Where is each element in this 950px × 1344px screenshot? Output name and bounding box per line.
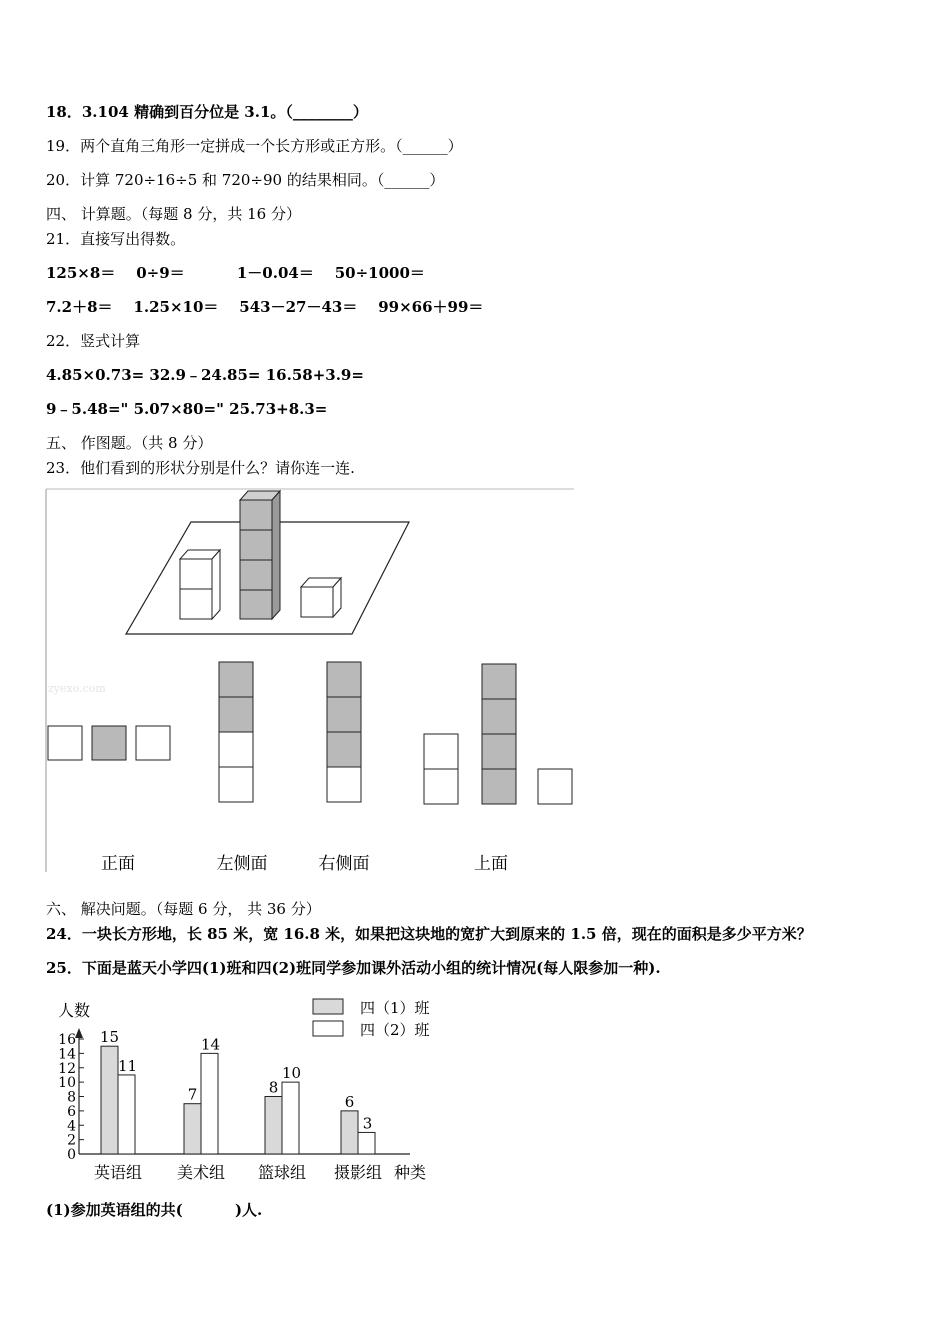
y-tick-label: 12 xyxy=(58,1060,76,1077)
y-tick-label: 6 xyxy=(67,1103,76,1120)
y-axis-arrow xyxy=(75,1028,83,1038)
bar-value-label: 15 xyxy=(99,1028,120,1047)
category-label: 摄影组 xyxy=(333,1163,383,1182)
question-18: 18．3.104 精确到百分位是 3.1。（________） xyxy=(46,103,368,121)
question-25: 25．下面是蓝天小学四(1)班和四(2)班同学参加课外活动小组的统计情况(每人限参加一种). xyxy=(46,959,661,977)
y-tick-label: 8 xyxy=(67,1089,76,1106)
question-21-row-1: 125×8＝ 0÷9＝ 1－0.04＝ 50÷1000＝ xyxy=(46,264,425,282)
bar xyxy=(358,1132,375,1154)
question-22-row-2: 9﹣5.48=" 5.07×80=" 25.73+8.3= xyxy=(46,400,328,418)
section-5-heading: 五、 作图题。（共 8 分） xyxy=(46,434,213,452)
activity-bar-chart xyxy=(40,990,460,1190)
left-stack-cubes xyxy=(180,550,220,619)
right-single-cube xyxy=(301,578,341,617)
view-right-side-shape xyxy=(327,662,361,802)
y-tick-label: 16 xyxy=(58,1032,76,1048)
bar xyxy=(282,1082,299,1154)
y-tick-label: 2 xyxy=(67,1132,76,1149)
question-21-row-2: 7.2＋8＝ 1.25×10＝ 543－27－43＝ 99×66＋99＝ xyxy=(46,298,484,316)
question-24: 24．一块长方形地，长 85 米，宽 16.8 米，如果把这块地的宽扩大到原来的 1.5 倍，现在的面积是多少平方米？ xyxy=(46,925,812,943)
bar-value-label: 8 xyxy=(268,1078,279,1097)
section-6-heading: 六、 解决问题。（每题 6 分， 共 36 分） xyxy=(46,900,321,918)
legend-label: 四（2）班 xyxy=(360,1021,430,1039)
legend-label: 四（1）班 xyxy=(360,999,430,1017)
watermark: zyexo.com xyxy=(48,682,106,695)
legend-swatch xyxy=(313,999,343,1014)
category-label: 美术组 xyxy=(176,1163,226,1182)
bar-value-label: 14 xyxy=(200,1035,221,1054)
question-22-row-1: 4.85×0.73= 32.9﹣24.85= 16.58+3.9= xyxy=(46,366,364,384)
bar-value-label: 11 xyxy=(117,1056,138,1075)
bar xyxy=(265,1097,282,1155)
legend-swatch xyxy=(313,1021,343,1036)
category-label: 英语组 xyxy=(93,1163,143,1182)
label-top-view: 上面 xyxy=(474,854,508,874)
figure-23 xyxy=(40,486,580,876)
y-tick-label: 14 xyxy=(58,1046,76,1063)
bar-value-label: 7 xyxy=(187,1085,198,1104)
view-left-side-shape xyxy=(219,662,253,802)
section-4-heading: 四、 计算题。（每题 8 分，共 16 分） xyxy=(46,205,301,223)
bar-value-label: 3 xyxy=(362,1114,373,1133)
question-19: 19．两个直角三角形一定拼成一个长方形或正方形。（______） xyxy=(46,137,463,155)
y-tick-label: 4 xyxy=(67,1118,76,1135)
question-22: 22．竖式计算 xyxy=(46,332,141,350)
category-label: 篮球组 xyxy=(257,1163,307,1182)
label-left-side-view: 左侧面 xyxy=(216,854,268,874)
y-axis-label: 人数 xyxy=(58,1001,91,1020)
bar xyxy=(118,1075,135,1154)
bar-value-label: 10 xyxy=(281,1064,302,1083)
question-25-part-1: (1)参加英语组的共( )人. xyxy=(46,1201,263,1219)
label-front-view: 正面 xyxy=(101,854,135,874)
y-tick-label: 10 xyxy=(58,1075,76,1092)
question-23: 23．他们看到的形状分别是什么？请你连一连. xyxy=(46,459,355,477)
bar xyxy=(201,1053,218,1154)
view-front-shape xyxy=(48,726,170,760)
question-20: 20．计算 720÷16÷5 和 720÷90 的结果相同。（______） xyxy=(46,171,445,189)
bar xyxy=(341,1111,358,1154)
label-right-side-view: 右侧面 xyxy=(318,854,370,874)
x-axis-label: 种类 xyxy=(394,1163,427,1182)
bar-value-label: 6 xyxy=(344,1092,355,1111)
middle-stack-cubes xyxy=(240,491,280,619)
view-top-shape xyxy=(424,664,572,804)
bar xyxy=(101,1046,118,1154)
bar xyxy=(184,1104,201,1154)
question-21: 21．直接写出得数。 xyxy=(46,230,186,248)
y-tick-label: 0 xyxy=(67,1147,76,1163)
